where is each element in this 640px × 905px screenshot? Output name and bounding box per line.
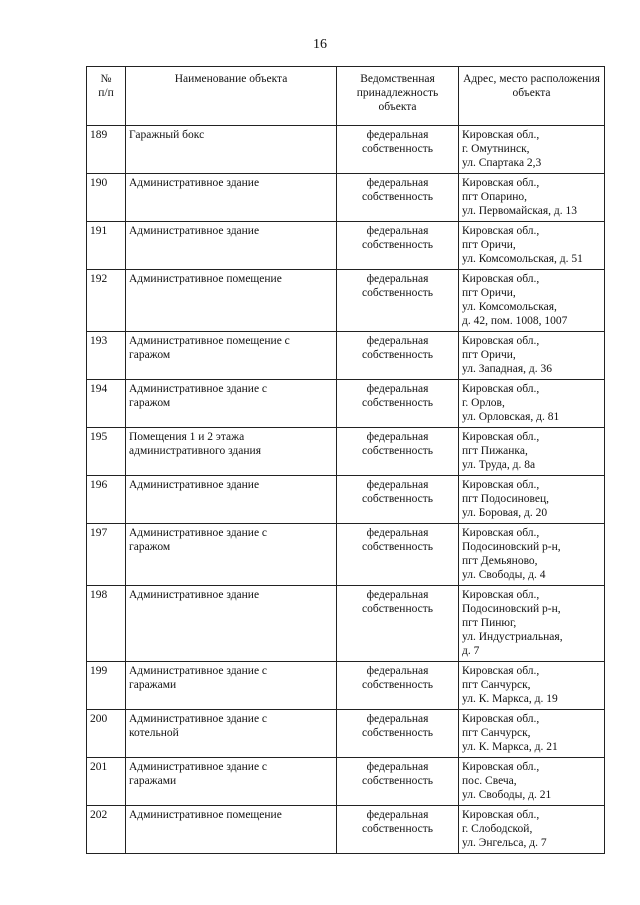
cell-address: Кировская обл., г. Орлов, ул. Орловская, д. 81 [459, 380, 605, 428]
table-row [87, 380, 605, 428]
table-row [87, 270, 605, 332]
cell-address: Кировская обл., пгт Оричи, ул. Западная, д. 36 [459, 332, 605, 380]
table-body [87, 126, 605, 854]
header-address: Адрес, место расположения объекта [459, 67, 605, 126]
cell-name: Административное здание с гаражами [126, 662, 337, 710]
cell-ownership: федеральная собственность [337, 662, 459, 710]
cell-name: Административное здание [126, 222, 337, 270]
cell-name: Административное здание с гаражом [126, 380, 337, 428]
cell-num: 190 [87, 174, 126, 222]
cell-ownership: федеральная собственность [337, 380, 459, 428]
cell-name: Административное здание [126, 174, 337, 222]
cell-address: Кировская обл., пгт Опарино, ул. Первомайская, д. 13 [459, 174, 605, 222]
table-row [87, 476, 605, 524]
cell-address: Кировская обл., пгт Пижанка, ул. Труда, д. 8а [459, 428, 605, 476]
cell-ownership: федеральная собственность [337, 524, 459, 586]
table-row [87, 126, 605, 174]
cell-ownership: федеральная собственность [337, 476, 459, 524]
cell-num: 200 [87, 710, 126, 758]
header-ownership: Ведомственная принадлежность объекта [337, 67, 459, 126]
cell-ownership: федеральная собственность [337, 758, 459, 806]
cell-name: Административное помещение [126, 270, 337, 332]
cell-address: Кировская обл., Подосиновский р-н, пгт Демьяново, ул. Свободы, д. 4 [459, 524, 605, 586]
cell-name: Административное помещение [126, 806, 337, 854]
cell-num: 197 [87, 524, 126, 586]
cell-num: 192 [87, 270, 126, 332]
cell-ownership: федеральная собственность [337, 428, 459, 476]
cell-ownership: федеральная собственность [337, 270, 459, 332]
cell-address: Кировская обл., г. Слободской, ул. Энгельса, д. 7 [459, 806, 605, 854]
table-row [87, 222, 605, 270]
cell-address: Кировская обл., г. Омутнинск, ул. Спартака 2,3 [459, 126, 605, 174]
cell-ownership: федеральная собственность [337, 710, 459, 758]
cell-address: Кировская обл., пгт Санчурск, ул. К. Маркса, д. 19 [459, 662, 605, 710]
table-row [87, 524, 605, 586]
cell-ownership: федеральная собственность [337, 586, 459, 662]
table-row [87, 710, 605, 758]
header-name: Наименование объекта [126, 67, 337, 126]
cell-ownership: федеральная собственность [337, 806, 459, 854]
table-row [87, 332, 605, 380]
cell-name: Административное здание с гаражом [126, 524, 337, 586]
header-num: № п/п [87, 67, 126, 126]
cell-ownership: федеральная собственность [337, 222, 459, 270]
cell-name: Административное помещение с гаражом [126, 332, 337, 380]
cell-num: 194 [87, 380, 126, 428]
cell-address: Кировская обл., Подосиновский р-н, пгт Пинюг, ул. Индустриальная, д. 7 [459, 586, 605, 662]
table-row [87, 586, 605, 662]
cell-num: 199 [87, 662, 126, 710]
cell-num: 193 [87, 332, 126, 380]
cell-num: 189 [87, 126, 126, 174]
cell-num: 191 [87, 222, 126, 270]
property-table [86, 66, 605, 854]
cell-name: Административное здание с гаражами [126, 758, 337, 806]
cell-ownership: федеральная собственность [337, 126, 459, 174]
table-row [87, 806, 605, 854]
cell-address: Кировская обл., пгт Оричи, ул. Комсомольская, д. 42, пом. 1008, 1007 [459, 270, 605, 332]
cell-address: Кировская обл., пгт Подосиновец, ул. Боровая, д. 20 [459, 476, 605, 524]
cell-name: Административное здание с котельной [126, 710, 337, 758]
cell-name: Помещения 1 и 2 этажа административного здания [126, 428, 337, 476]
cell-address: Кировская обл., пгт Оричи, ул. Комсомольская, д. 51 [459, 222, 605, 270]
table-row [87, 174, 605, 222]
cell-num: 195 [87, 428, 126, 476]
table-row [87, 758, 605, 806]
cell-ownership: федеральная собственность [337, 332, 459, 380]
cell-ownership: федеральная собственность [337, 174, 459, 222]
cell-num: 198 [87, 586, 126, 662]
page-number: 16 [313, 37, 327, 52]
table-header-row [87, 67, 605, 126]
cell-num: 201 [87, 758, 126, 806]
table-row [87, 428, 605, 476]
cell-num: 196 [87, 476, 126, 524]
cell-num: 202 [87, 806, 126, 854]
cell-address: Кировская обл., пос. Свеча, ул. Свободы, д. 21 [459, 758, 605, 806]
cell-name: Административное здание [126, 476, 337, 524]
cell-name: Административное здание [126, 586, 337, 662]
cell-address: Кировская обл., пгт Санчурск, ул. К. Маркса, д. 21 [459, 710, 605, 758]
table-row [87, 662, 605, 710]
cell-name: Гаражный бокс [126, 126, 337, 174]
